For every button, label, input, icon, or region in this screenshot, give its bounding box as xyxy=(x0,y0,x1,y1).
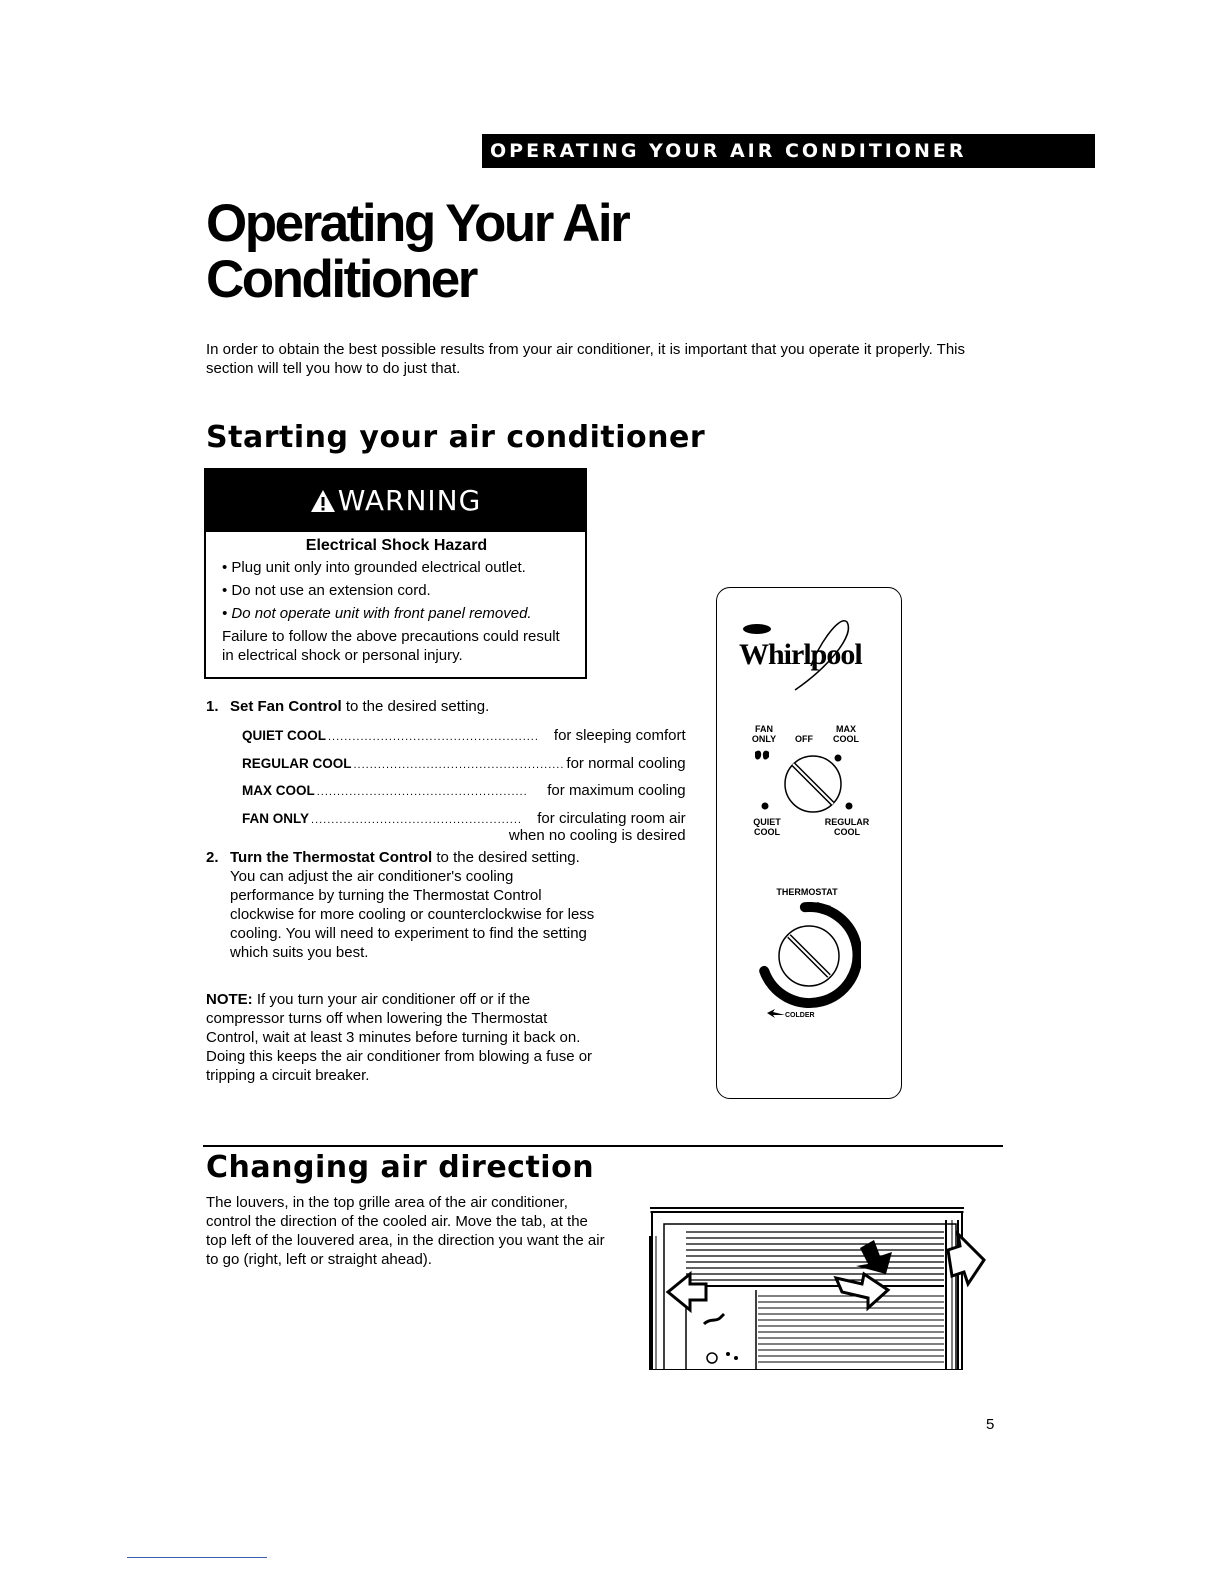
warning-box xyxy=(204,468,587,679)
page-title-line2: Conditioner xyxy=(206,250,476,309)
warning-triangle-icon xyxy=(310,473,336,535)
setting-row: FAN ONLY .................................................... for circulating room air xyxy=(242,809,686,827)
fan-settings-table xyxy=(242,723,686,844)
note-label: NOTE: xyxy=(206,991,253,1008)
brand-logo xyxy=(737,618,887,692)
note-text: If you turn your air conditioner off or if the compressor turns off when lowering the Thermostat Control, wait at least 3 minutes before turning it back on. Doing this keeps the air conditioner from blowing a fuse or tripping a circuit breaker. xyxy=(206,991,593,1084)
off-label: OFF xyxy=(795,734,813,744)
note-paragraph xyxy=(206,990,596,1085)
setting-row: REGULAR COOL .................................................... for normal cooling xyxy=(242,754,686,772)
step-text: to the desired setting. xyxy=(341,698,490,715)
colder-indicator xyxy=(767,1007,827,1021)
steps-list xyxy=(206,697,686,962)
quiet-cool-label: QUIET COOL xyxy=(753,817,781,837)
louver-illustration xyxy=(646,1198,988,1370)
air-direction-paragraph: The louvers, in the top grille area of the air conditioner, control the direction of the cooled air. Move the tab, at the top left of the louvered area, in the direction you want the air to go (right, left or straight ahead). xyxy=(206,1194,605,1268)
fan-only-label: FAN ONLY xyxy=(751,724,777,744)
step-text: to the desired setting. You can adjust the air conditioner's cooling performance by turning the Thermostat Control clockwise for more cooling or counterclockwise for less cooling. You will need to experiment to find the setting which suits you best. xyxy=(230,849,595,961)
setting-row: MAX COOL .................................................... for maximum cooling xyxy=(242,782,686,799)
max-cool-label: MAX COOL xyxy=(833,724,859,744)
warning-footer: Failure to follow the above precautions could result in electrical shock or personal injury. xyxy=(222,628,560,664)
step-lead: Set Fan Control xyxy=(230,698,342,715)
footer-rule xyxy=(127,1557,267,1558)
step-2 xyxy=(206,848,596,962)
warning-subtitle: Electrical Shock Hazard xyxy=(305,537,488,554)
starting-heading: Starting your air conditioner xyxy=(206,420,706,455)
page-title xyxy=(206,196,906,308)
fan-only-extra: when no cooling is desired xyxy=(508,827,686,844)
air-direction-heading: Changing air direction xyxy=(206,1150,595,1185)
warning-label: WARNING xyxy=(337,484,482,517)
fan-dial[interactable] xyxy=(755,746,865,816)
step-number: 1. xyxy=(206,698,219,715)
thermostat-dial[interactable] xyxy=(751,902,861,1014)
page-number: 5 xyxy=(986,1416,995,1433)
warning-bullet: • Plug unit only into grounded electrical outlet. xyxy=(222,559,526,576)
warning-bullet: • Do not use an extension cord. xyxy=(222,582,431,599)
regular-cool-label: REGULAR COOL xyxy=(824,817,870,837)
warning-bullet: • Do not operate unit with front panel removed. xyxy=(222,605,532,622)
step-1 xyxy=(206,697,686,848)
control-panel-illustration xyxy=(716,587,902,1099)
setting-row: QUIET COOL .................................................... for sleeping comfort xyxy=(242,727,686,744)
brand-name: Whirlpool xyxy=(739,638,862,671)
step-number: 2. xyxy=(206,849,219,866)
warning-header xyxy=(206,470,585,532)
step-lead: Turn the Thermostat Control xyxy=(230,849,433,866)
section-divider xyxy=(203,1145,1003,1147)
section-banner: OPERATING YOUR AIR CONDITIONER xyxy=(482,134,1095,168)
colder-label: COLDER xyxy=(785,1012,815,1019)
thermostat-label: THERMOSTAT xyxy=(776,887,838,897)
fan-icon xyxy=(753,749,771,763)
page-title-line1: Operating Your Air xyxy=(206,194,629,253)
intro-paragraph: In order to obtain the best possible results from your air conditioner, it is important that you operate it properly. This section will tell you how to do just that. xyxy=(206,341,965,377)
